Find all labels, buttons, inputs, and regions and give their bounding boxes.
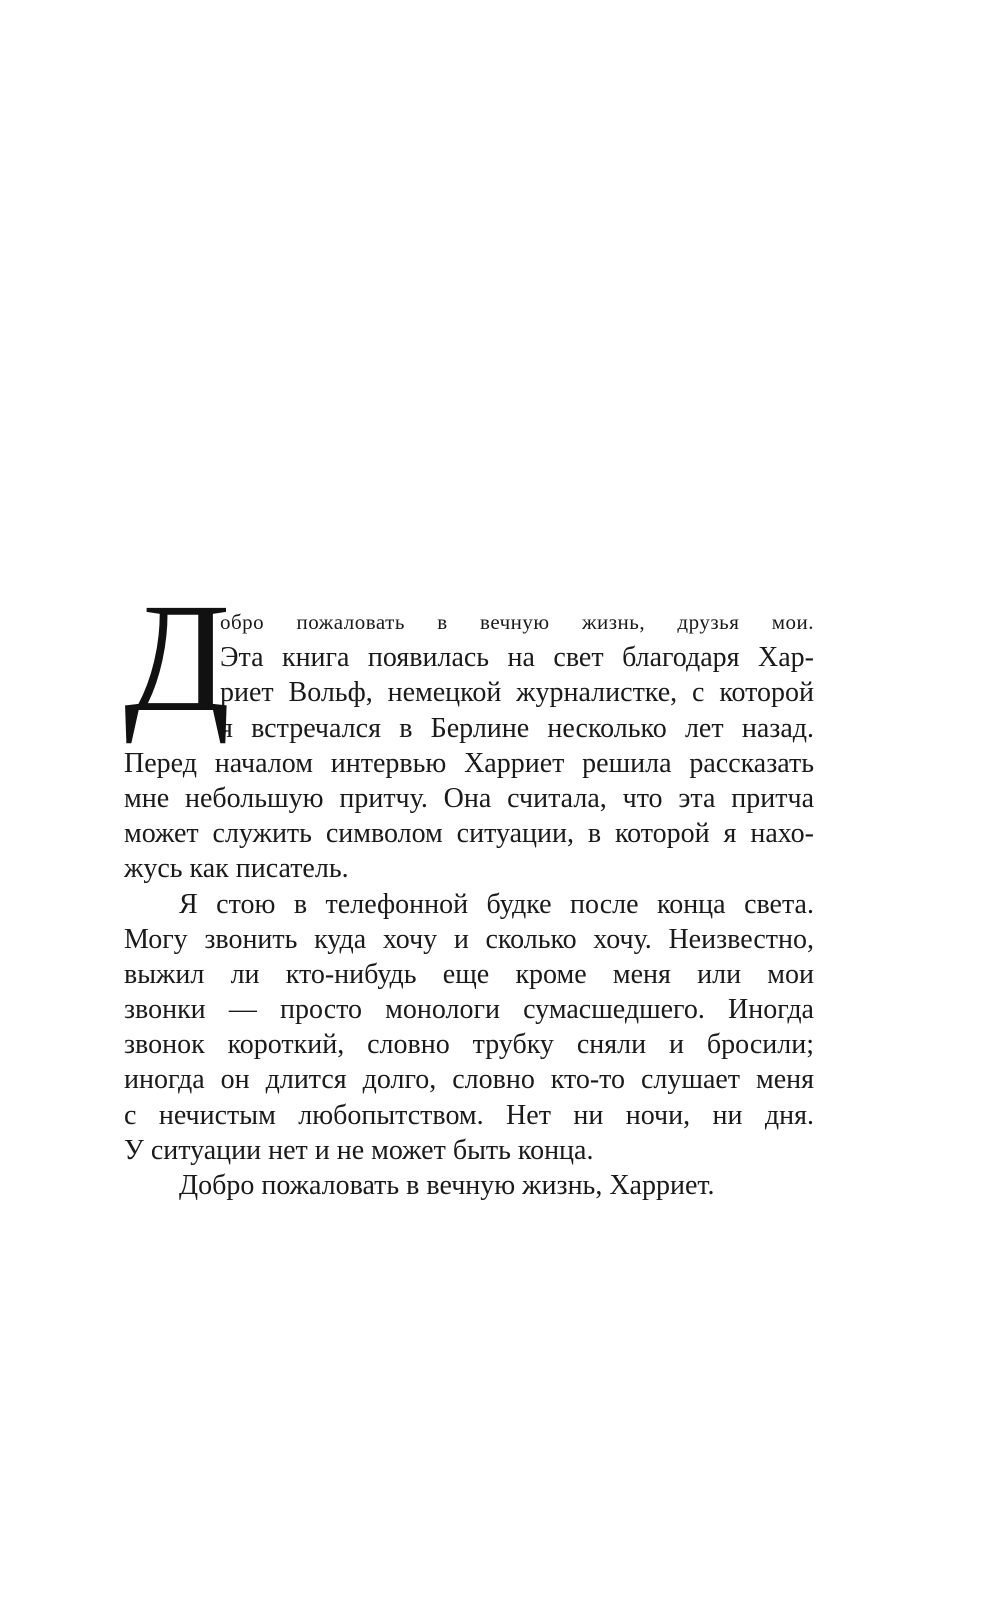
text-line: обро пожаловать в вечную жизнь, друзья мои. bbox=[220, 610, 814, 634]
text-line: мне небольшую притчу. Она считала, что эта притча bbox=[124, 782, 814, 814]
body-text bbox=[124, 571, 814, 1203]
text-line: У ситуации нет и не может быть конца. bbox=[124, 1134, 594, 1166]
text-line: Перед началом интервью Харриет решила рассказать bbox=[124, 747, 814, 779]
text-line: я встречался в Берлине несколько лет назад. bbox=[220, 712, 814, 744]
text-line: Добро пожаловать в вечную жизнь, Харриет. bbox=[179, 1170, 715, 1201]
text-line: жусь как писатель. bbox=[124, 853, 349, 885]
text-line: Эта книга появилась на свет благодаря Хар- bbox=[220, 642, 814, 674]
text-line: выжил ли кто-нибудь еще кроме меня или мои bbox=[124, 958, 814, 990]
text-line: Могу звонить куда хочу и сколько хочу. Неизвестно, bbox=[124, 923, 814, 955]
text-line: звонок короткий, словно трубку сняли и бросили; bbox=[124, 1029, 814, 1061]
drop-cap: Д bbox=[124, 571, 231, 744]
text-line: иногда он длится долго, словно кто-то слушает меня bbox=[124, 1064, 814, 1096]
text-line: риет Вольф, немецкой журналистке, с которой bbox=[220, 677, 814, 709]
text-line: с нечистым любопытством. Нет ни ночи, ни дня. bbox=[124, 1099, 814, 1131]
text-line: звонки — просто монологи сумасшедшего. Иногда bbox=[124, 994, 814, 1026]
text-line: может служить символом ситуации, в которой я нахо- bbox=[124, 818, 814, 850]
text-line: Я стою в телефонной будке после конца света. bbox=[179, 888, 814, 920]
